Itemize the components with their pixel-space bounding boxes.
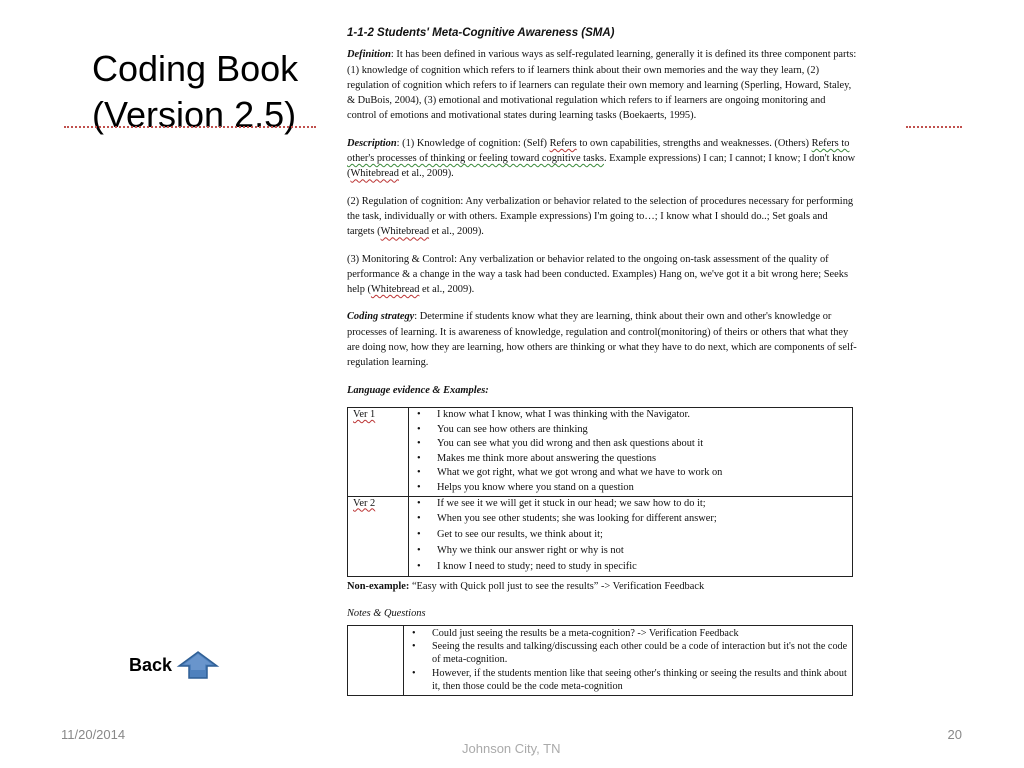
arrow-up-icon: [176, 650, 220, 680]
description-text-6: Whitebread: [350, 168, 399, 180]
footer-location-text: Johnson City, TN: [462, 744, 561, 756]
monitoring-text-2: Whitebread: [370, 284, 420, 296]
list-item: • Helps you know where you stand on a question: [437, 481, 852, 496]
list-item: • What we got right, what we got wrong and what we have to work on: [437, 466, 852, 481]
monitoring-paragraph: [347, 252, 857, 298]
coding-book-document-image: [347, 26, 857, 764]
version-cell: [348, 407, 409, 496]
definition-paragraph: [347, 47, 857, 123]
regulation-text-1: (2) Regulation of cognition: Any verbalization or behavior related to the selection of procedures necessary for performing the task, individually or with others. Example expressions) I'm going to…; I know what I should do..; Set goals and targets (: [347, 195, 854, 238]
document-heading: 1-1-2 Students' Meta-Cognitive Awareness (SMA): [347, 27, 615, 39]
definition-text: : It has been defined in various ways as self-regulated learning, generally it is defined its three component parts: (1) knowledge of cognition which refers to if learners think about their own memories and the way they learn, (2) regulation of cognition which refers to if learners can regulate their own memory and learning (Sperling, Howard, Staley, & DuBois, 2004), (3) emotional and motivational regulation which refers to if learners are ongoing monitoring and control of emotions and motivational states during learning tasks (Boekaerts, 1995).: [347, 49, 857, 122]
footer-date: 11/20/2014: [61, 727, 126, 742]
table-row: [348, 496, 853, 576]
notes-heading: Notes & Questions: [347, 608, 426, 620]
non-example-line: [347, 579, 857, 594]
description-text-5: . Example expressions) I can; I cannot; I know; I don't know (: [347, 153, 856, 180]
list-item: • However, if the students mention like that seeing other's thinking or seeing the results and think about it, then those could be the code meta-cognition: [432, 667, 848, 694]
description-label: Description: [347, 137, 397, 149]
footer-location: [462, 744, 602, 756]
notes-cell: [404, 625, 853, 695]
description-text-7: et al., 2009).: [398, 168, 454, 180]
list-item: • Could just seeing the results be a meta-cognition? -> Verification Feedback: [432, 627, 848, 640]
monitoring-text-3: et al., 2009).: [419, 284, 475, 296]
language-evidence-heading: [347, 383, 857, 398]
slide-number: 20: [947, 727, 962, 742]
list-item: • I know what I know, what I was thinking with the Navigator.: [437, 408, 852, 423]
regulation-text-2: Whitebread: [380, 226, 430, 238]
table-row: [348, 625, 853, 695]
ver1-example-list: [409, 408, 852, 496]
table-row: [348, 407, 853, 496]
list-item: • If we see it we will get it stuck in our head; we saw how to do it;: [437, 497, 852, 512]
description-text-2: Refers: [549, 137, 577, 149]
monitoring-text-1: (3) Monitoring & Control: Any verbalization or behavior related to the ongoing on-task assessment of the quality of performance & a change in the way a task had been conducted. Examples) Hang on, we've got it a bit wrong here; Seeks help (: [347, 253, 849, 296]
non-example-text: “Easy with Quick poll just to see the results” -> Verification Feedback: [409, 580, 705, 592]
back-button[interactable]: [129, 650, 220, 680]
description-paragraph: [347, 136, 857, 182]
list-item: • Why we think our answer right or why is not: [437, 544, 852, 559]
title-divider-right: [906, 126, 962, 128]
ver2-example-list: [409, 497, 852, 575]
title-divider-left: [64, 126, 316, 128]
notes-blank-cell: [348, 625, 404, 695]
language-evidence-colon: :: [485, 384, 489, 396]
regulation-paragraph: [347, 194, 857, 240]
language-evidence-label: Language evidence & Examples: [347, 384, 486, 396]
list-item: • Get to see our results, we think about it;: [437, 528, 852, 543]
evidence-table: [347, 407, 853, 577]
description-text-4: Refers to other's processes of thinking or feeling toward cognitive tasks: [347, 137, 850, 165]
version-label-ver2: Ver 2: [353, 497, 376, 509]
examples-cell: [409, 496, 853, 576]
list-item: • You can see what you did wrong and then ask questions about it: [437, 437, 852, 452]
regulation-text-3: et al., 2009).: [429, 226, 484, 238]
list-item: • I know I need to study; need to study in specific: [437, 560, 852, 575]
non-example-label: Non-example:: [347, 580, 410, 592]
version-label-ver1: Ver 1: [353, 408, 376, 420]
slide-title: [92, 46, 342, 138]
coding-strategy-label: Coding strategy: [347, 311, 415, 323]
slide-title-line-2: (Version 2.5): [92, 94, 297, 135]
list-item: • Makes me think more about answering the questions: [437, 452, 852, 467]
list-item: • You can see how others are thinking: [437, 423, 852, 438]
description-text-3: to own capabilities, strengths and weaknesses. (Others): [576, 137, 812, 149]
back-label: Back: [129, 654, 173, 675]
list-item: • When you see other students; she was looking for different answer;: [437, 512, 852, 527]
slide-title-line-1: Coding Book: [92, 48, 299, 89]
examples-cell: [409, 407, 853, 496]
definition-label: Definition: [347, 49, 391, 61]
coding-strategy-paragraph: [347, 309, 857, 370]
notes-list: [404, 626, 852, 695]
coding-strategy-text: : Determine if students know what they are learning, think about their own and other's knowledge or processes of learning. It is awareness of knowledge, regulation and control(monitoring) of theirs or others that what they are doing now, how they are learning, how others are thinking or what they have to do next, which are components of self-regulation learning.: [347, 311, 857, 369]
version-cell: [348, 496, 409, 576]
list-item: • Seeing the results and talking/discussing each other could be a code of interaction but it's not the code of meta-cognition.: [432, 640, 848, 667]
description-text-1: : (1) Knowledge of cognition: (Self): [396, 137, 550, 149]
notes-table: [347, 625, 853, 696]
